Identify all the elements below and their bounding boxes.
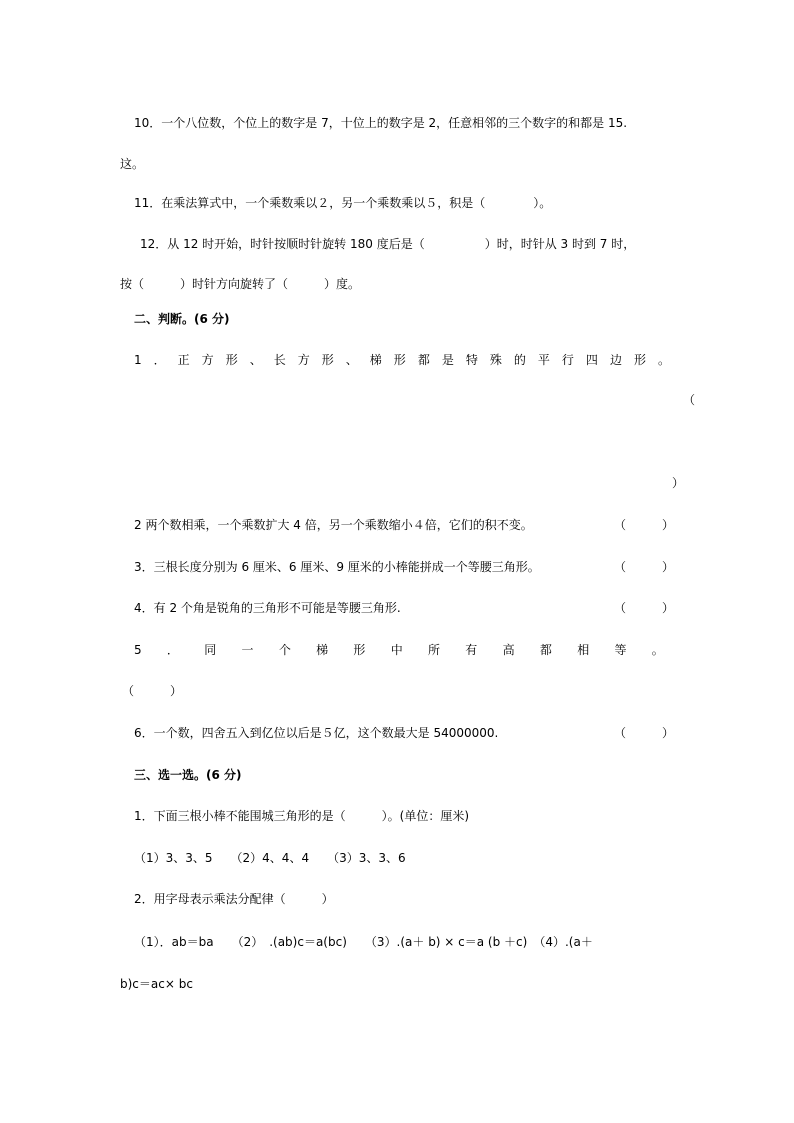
choice-2-question: 2．用字母表示乘法分配律（ ） bbox=[134, 892, 334, 906]
judge-1-char: 形 bbox=[225, 353, 238, 367]
judge-1-char: 长 bbox=[273, 353, 286, 367]
judge-5-char: 高 bbox=[502, 643, 515, 657]
judge-5-char: 5 bbox=[134, 643, 142, 657]
judge-1-char: 平 bbox=[537, 353, 550, 367]
judge-1-char: 正 bbox=[177, 353, 190, 367]
judge-1-char: 的 bbox=[513, 353, 526, 367]
judge-1-char: 形 bbox=[321, 353, 334, 367]
choice-1-options: （1）3、3、5 （2）4、4、4 （3）3、3、6 bbox=[134, 851, 406, 865]
judge-1-char: 都 bbox=[417, 353, 430, 367]
judge-1-char: 方 bbox=[297, 353, 310, 367]
question-12-line-2: 按（ ）时针方向旋转了（ ）度。 bbox=[120, 277, 361, 291]
judge-1-char: 、 bbox=[345, 353, 358, 367]
judge-4-answer-paren: （ ） bbox=[614, 601, 675, 615]
judge-1-char: 特 bbox=[465, 353, 478, 367]
choice-1-question: 1．下面三根小棒不能围城三角形的是（ ）。(单位：厘米) bbox=[134, 809, 470, 823]
judge-2: 2 两个数相乘，一个乘数扩大 4 倍，另一个乘数缩小４倍，它们的积不变。 bbox=[134, 518, 533, 532]
judge-1-char: 四 bbox=[585, 353, 598, 367]
judge-5-char: 有 bbox=[465, 643, 478, 657]
judge-1-char: 、 bbox=[249, 353, 262, 367]
judge-1-close-paren: ） bbox=[672, 476, 685, 490]
judge-5-char: ． bbox=[166, 643, 179, 657]
judge-1-text bbox=[134, 352, 670, 368]
judge-1-char: 是 bbox=[441, 353, 454, 367]
judge-1-char: ． bbox=[153, 353, 166, 367]
judge-5-char: 中 bbox=[390, 643, 403, 657]
question-10-line-1: 10．一个八位数，个位上的数字是 7，十位上的数字是 2，任意相邻的三个数字的和都是 15. bbox=[134, 116, 628, 130]
judge-1-char: 边 bbox=[609, 353, 622, 367]
judge-3: 3．三根长度分别为 6 厘米、6 厘米、9 厘米的小棒能拼成一个等腰三角形。 bbox=[134, 560, 540, 574]
judge-1-char: 梯 bbox=[369, 353, 382, 367]
question-12-line-1: 12．从 12 时开始，时针按顺时针旋转 180 度后是（ ）时，时针从 3 时到 7 时， bbox=[140, 237, 636, 251]
judge-5-char: 等 bbox=[614, 643, 627, 657]
question-11: 11．在乘法算式中，一个乘数乘以２，另一个乘数乘以５，积是（ ）。 bbox=[134, 196, 552, 210]
judge-2-answer-paren: （ ） bbox=[614, 518, 675, 532]
judge-3-answer-paren: （ ） bbox=[614, 560, 675, 574]
judge-1-char: 殊 bbox=[489, 353, 502, 367]
section-3-title: 三、选一选。(6 分) bbox=[134, 768, 242, 782]
judge-5-char: 相 bbox=[577, 643, 590, 657]
judge-5-char: 形 bbox=[353, 643, 366, 657]
judge-1-char: 。 bbox=[657, 353, 670, 367]
judge-1-char: 形 bbox=[633, 353, 646, 367]
judge-6: 6．一个数，四舍五入到亿位以后是５亿，这个数最大是 54000000. bbox=[134, 726, 499, 740]
judge-1-open-paren: （ bbox=[683, 393, 696, 407]
judge-1-char: 行 bbox=[561, 353, 574, 367]
question-10-line-2: 这。 bbox=[120, 157, 145, 171]
judge-5-char: 同 bbox=[204, 643, 217, 657]
choice-2-options-line-2: b)c＝ac× bc bbox=[120, 977, 193, 991]
judge-5-char: 一 bbox=[241, 643, 254, 657]
judge-5-char: 都 bbox=[539, 643, 552, 657]
judge-5-answer-paren: （ ） bbox=[122, 684, 183, 698]
judge-5-char: 梯 bbox=[316, 643, 329, 657]
judge-1-char: 形 bbox=[393, 353, 406, 367]
judge-5-char: 。 bbox=[651, 643, 664, 657]
judge-1-char: 方 bbox=[201, 353, 214, 367]
judge-5-char: 所 bbox=[428, 643, 441, 657]
section-2-title: 二、判断。(6 分) bbox=[134, 312, 230, 326]
judge-1-char: 1 bbox=[134, 353, 142, 367]
judge-4: 4．有 2 个角是锐角的三角形不可能是等腰三角形. bbox=[134, 601, 401, 615]
choice-2-options-line-1: （1）．ab＝ba （2） .(ab)c＝a(bc) （3）.(a＋ b) × c＝a (b ＋c) （4）.(a＋ bbox=[134, 935, 593, 949]
judge-5-text bbox=[134, 642, 664, 658]
judge-5-char: 个 bbox=[278, 643, 291, 657]
judge-6-answer-paren: （ ） bbox=[614, 726, 675, 740]
